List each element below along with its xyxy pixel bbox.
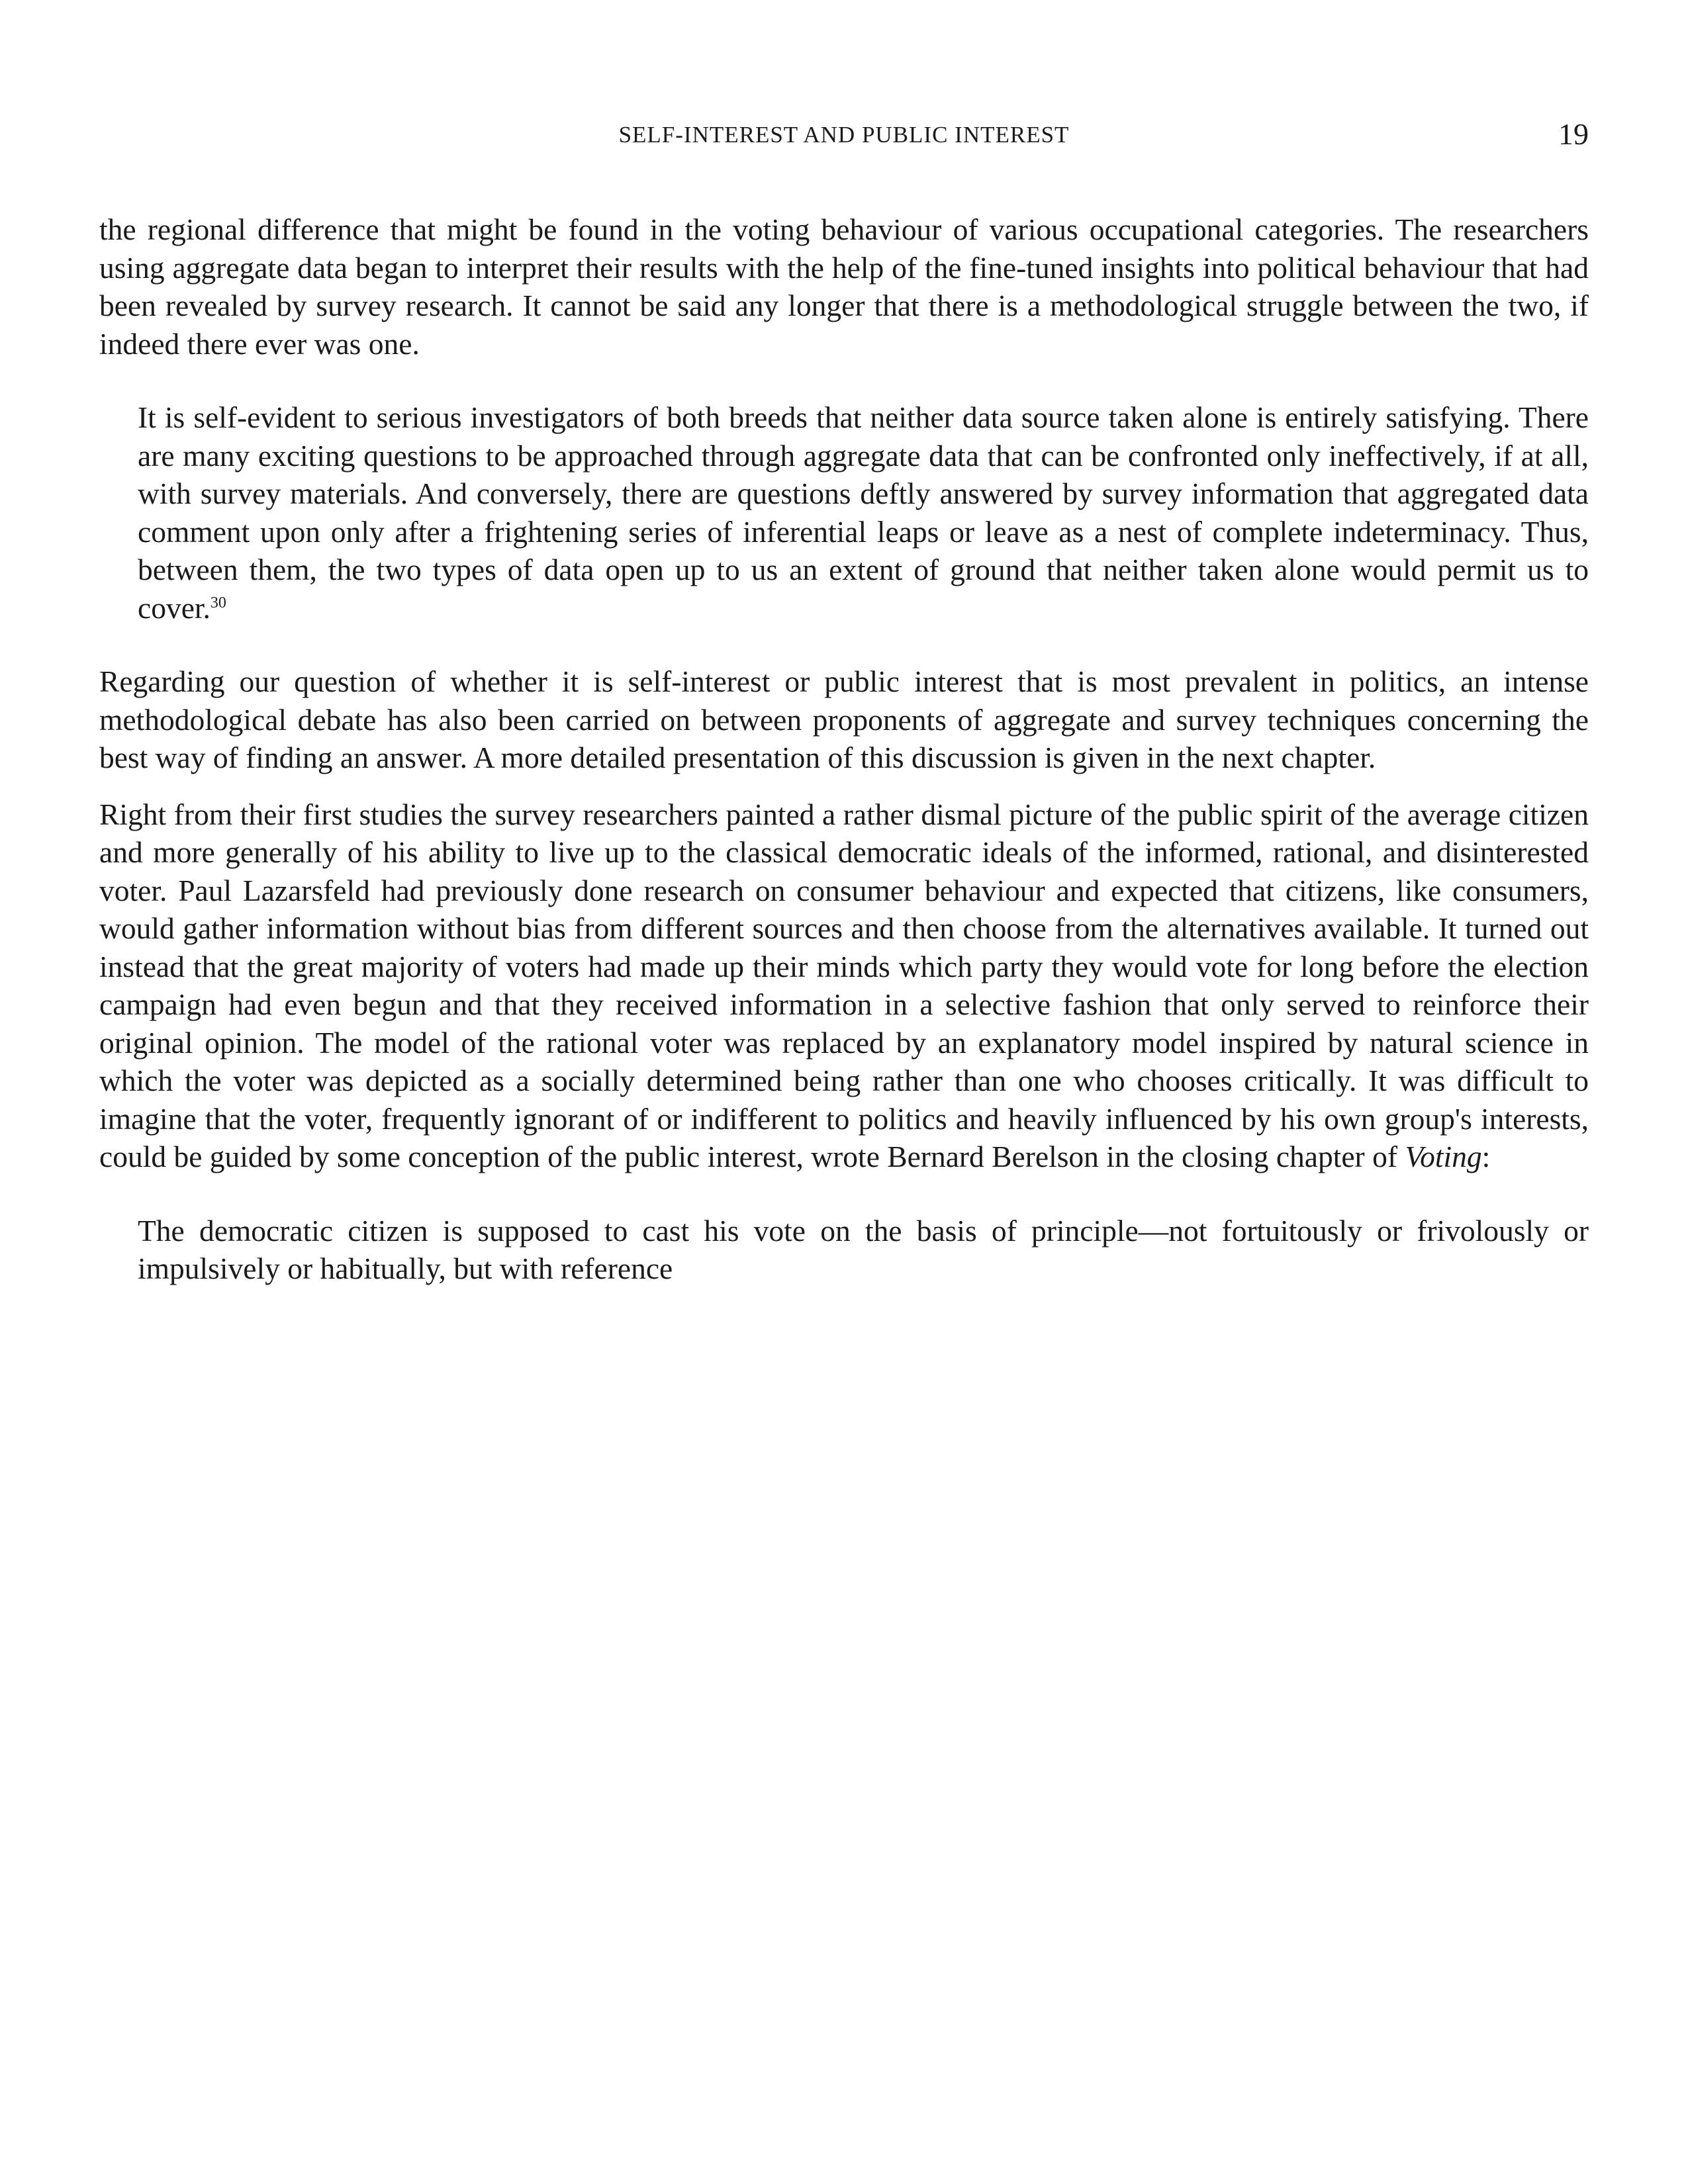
book-title-voting: Voting	[1405, 1140, 1482, 1173]
paragraph-1: the regional difference that might be found in the voting behaviour of various occupational categories. The researchers using aggregate data began to interpret their results with the help of the fine-tuned insights into political behaviour that had been revealed by survey research. It cannot be said any longer that there is a methodological struggle between the two, if indeed there ever was one.	[99, 212, 1589, 361]
paragraph-3-text: Right from their first studies the survey researchers painted a rather dismal picture of the public spirit of the average citizen and more generally of his ability to live up to the classical democratic ideals of the informed, rational, and disinterested voter. Paul Lazarsfeld had previously done research on consumer behaviour and expected that citizens, like consumers, would gather information without bias from different sources and then choose from the alternatives available. It turned out instead that the great majority of voters had made up their minds which party they would vote for long before the election campaign had even begun and that they received information in a selective fashion that only served to reinforce their original opinion. The model of the rational voter was replaced by an explanatory model inspired by natural science in which the voter was depicted as a socially determined being rather than one who chooses critically. It was difficult to imagine that the voter, frequently ignorant of or indifferent to politics and heavily influenced by his own group's interests, could be guided by some conception of the public interest, wrote Bernard Berelson in the closing chapter of	[99, 797, 1589, 1173]
footnote-ref-30[interactable]: 30	[210, 594, 226, 612]
paragraph-2: Regarding our question of whether it is self-interest or public interest that is most prevalent in politics, an intense methodological debate has also been carried on between proponents of aggregate and survey techniques concerning the best way of finding an answer. A more detailed presentation of this discussion is given in the next chapter.	[99, 664, 1589, 774]
paragraph-3	[99, 796, 1589, 1176]
block-quote-2: The democratic citizen is supposed to cast his vote on the basis of principle—not fortuitously or frivolously or impulsively or habitually, but with reference	[138, 1213, 1589, 1285]
running-title: SELF-INTEREST AND PUBLIC INTEREST	[618, 122, 1070, 148]
main-text	[99, 210, 1589, 1288]
block-quote-1-text: It is self-evident to serious investigators of both breeds that neither data source taken alone is entirely satisfying. There are many exciting questions to be approached through aggregate data that can be confronted only ineffectively, if at all, with survey materials. And conversely, there are questions deftly answered by survey information that aggregated data comment upon only after a frightening series of inferential leaps or leave as a nest of complete indeterminacy. Thus, between them, the two types of data open up to us an extent of ground that neither taken alone would permit us to cover.	[138, 400, 1589, 625]
paragraph-3-end: :	[1481, 1140, 1491, 1173]
page-number: 19	[1558, 117, 1589, 151]
block-quote-1	[138, 398, 1589, 627]
running-head	[99, 116, 1589, 156]
